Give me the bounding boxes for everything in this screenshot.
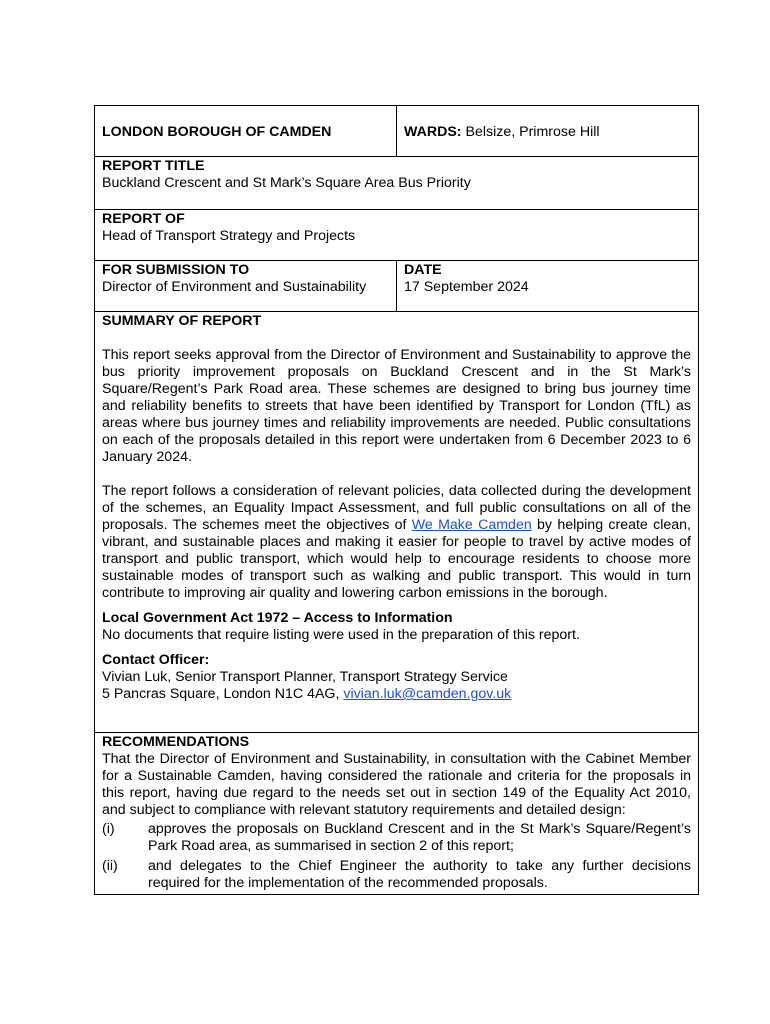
wards-label: WARDS:	[404, 124, 462, 140]
we-make-camden-link[interactable]: We Make Camden	[411, 517, 532, 533]
report-title-label: REPORT TITLE	[102, 158, 205, 174]
contact-line-1: Vivian Luk, Senior Transport Planner, Transport Strategy Service	[102, 669, 508, 685]
recommendation-item	[102, 858, 691, 892]
date-value: 17 September 2024	[404, 279, 529, 295]
summary-paragraph-2	[102, 483, 691, 602]
recommendation-text: approves the proposals on Buckland Crescent and in the St Mark’s Square/Regent’s Park Road area, as summarised in section 2 of this report;	[148, 821, 691, 854]
report-of-value: Head of Transport Strategy and Projects	[102, 228, 356, 244]
contact-address: 5 Pancras Square, London N1C 4AG,	[102, 686, 344, 702]
report-title-value: Buckland Crescent and St Mark’s Square Area Bus Priority	[102, 175, 471, 191]
recommendation-number: (i)	[102, 821, 115, 837]
report-title-row	[95, 157, 698, 210]
wards-cell	[397, 106, 698, 156]
summary-paragraph-2-start: The report follows a consideration of relevant policies, data collected during the development of the schemes, an Equality Impact Assessment, and full public consultations on all of the proposals. The schemes meet the objectives of	[102, 483, 691, 533]
contact-heading: Contact Officer:	[102, 652, 210, 668]
recommendations-heading: RECOMMENDATIONS	[102, 734, 250, 750]
summary-paragraph-2-end: by helping create clean, vibrant, and sustainable places and making it easier for people to travel by active modes of transport and public transport, which would help to encourage residents to choose more sustainable modes of transport such as walking and public transport. This would in turn contribute to improving air quality and lowering carbon emissions in the borough.	[102, 517, 691, 601]
borough-cell	[95, 106, 397, 156]
contact-email-link[interactable]: vivian.luk@camden.gov.uk	[343, 686, 512, 702]
lga-text: No documents that require listing were used in the preparation of this report.	[102, 627, 580, 643]
wards-value: Belsize, Primrose Hill	[465, 124, 600, 140]
recommendation-number: (ii)	[102, 858, 118, 874]
summary-row	[95, 312, 698, 733]
contact-line-2	[102, 686, 691, 703]
recommendation-text: and delegates to the Chief Engineer the authority to take any further decisions required for the implementation of the recommended proposals.	[148, 858, 691, 891]
submission-label: FOR SUBMISSION TO	[102, 262, 250, 278]
report-of-row	[95, 210, 698, 261]
summary-heading: SUMMARY OF REPORT	[102, 313, 262, 329]
recommendations-intro: That the Director of Environment and Sustainability, in consultation with the Cabinet Member for a Sustainable Camden, having considered the rationale and criteria for the proposals in this report, having due regard to the needs set out in section 149 of the Equality Act 2010, and subject to compliance with relevant statutory requirements and detailed design:	[102, 751, 691, 818]
submission-row	[95, 261, 698, 312]
report-cover-table	[94, 105, 699, 895]
header-row	[95, 106, 698, 157]
submission-value: Director of Environment and Sustainability	[102, 279, 367, 295]
report-of-label: REPORT OF	[102, 211, 185, 227]
summary-paragraph-1: This report seeks approval from the Director of Environment and Sustainability to approve the bus priority improvement proposals on Buckland Crescent and in the St Mark’s Square/Regent’s Park Road area. These schemes are designed to bring bus journey time and reliability benefits to streets that have been identified by Transport for London (TfL) as areas where bus journey times and reliability improvements are needed. Public consultations on each of the proposals detailed in this report were undertaken from 6 December 2023 to 6 January 2024.	[102, 347, 691, 465]
lga-heading: Local Government Act 1972 – Access to Information	[102, 610, 453, 626]
recommendations-row	[95, 733, 698, 894]
date-label: DATE	[404, 262, 442, 278]
recommendation-item	[102, 821, 691, 855]
submission-cell	[95, 261, 397, 311]
date-cell	[397, 261, 698, 311]
borough-name: LONDON BOROUGH OF CAMDEN	[102, 124, 332, 140]
